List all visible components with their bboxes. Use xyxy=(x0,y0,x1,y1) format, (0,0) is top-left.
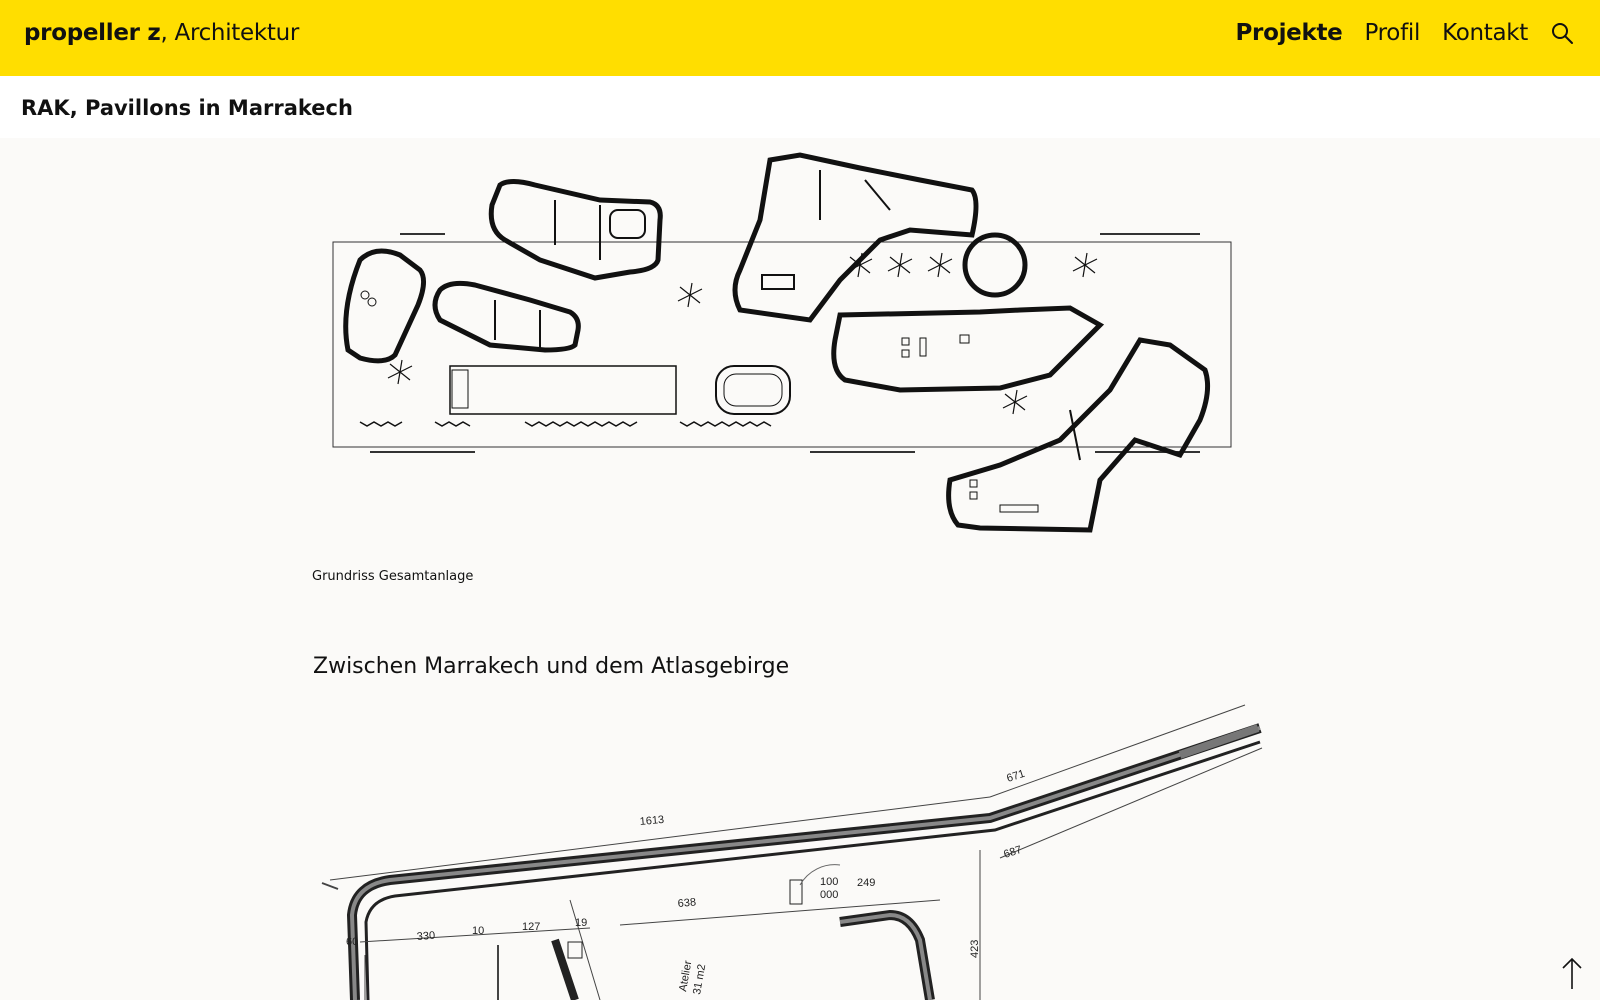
project-title xyxy=(21,96,353,120)
dim-687: 687 xyxy=(1002,843,1024,861)
brand-logo-link[interactable] xyxy=(24,20,299,46)
dim-330: 330 xyxy=(416,929,436,943)
project-title-bar xyxy=(0,76,1600,138)
nav-kontakt[interactable]: Kontakt xyxy=(1442,20,1528,46)
main-nav xyxy=(1214,20,1575,46)
site-plan-image[interactable] xyxy=(300,140,1260,560)
site-header xyxy=(0,0,1600,76)
section-heading: Zwischen Marrakech und dem Atlasgebirge xyxy=(313,654,790,679)
dim-10: 10 xyxy=(472,925,485,937)
dim-249: 249 xyxy=(857,877,876,889)
nav-projekte[interactable]: Projekte xyxy=(1235,20,1343,46)
project-code: RAK xyxy=(21,96,70,120)
figure-caption: Grundriss Gesamtanlage xyxy=(312,569,474,584)
dim-423: 423 xyxy=(969,939,981,958)
dim-100: 100 xyxy=(820,876,839,888)
dim-000: 000 xyxy=(820,889,839,901)
brand-suffix: , Architektur xyxy=(160,20,300,46)
dimension-plan-image[interactable] xyxy=(300,700,1300,1000)
arrow-up-icon[interactable] xyxy=(1560,956,1584,990)
room-label: Atelier xyxy=(677,959,695,993)
dim-638: 638 xyxy=(677,896,697,910)
dim-671: 671 xyxy=(1005,767,1027,785)
brand-name: propeller z xyxy=(24,20,161,46)
project-name: , Pavillons in Marrakech xyxy=(69,96,353,120)
dim-1613: 1613 xyxy=(639,813,665,828)
nav-profil[interactable]: Profil xyxy=(1364,20,1421,46)
search-icon[interactable] xyxy=(1550,21,1574,45)
dim-127: 127 xyxy=(522,921,541,933)
room-area: 31 m2 xyxy=(691,963,709,996)
dim-19: 19 xyxy=(575,917,588,929)
dim-60: 60 xyxy=(346,936,359,948)
